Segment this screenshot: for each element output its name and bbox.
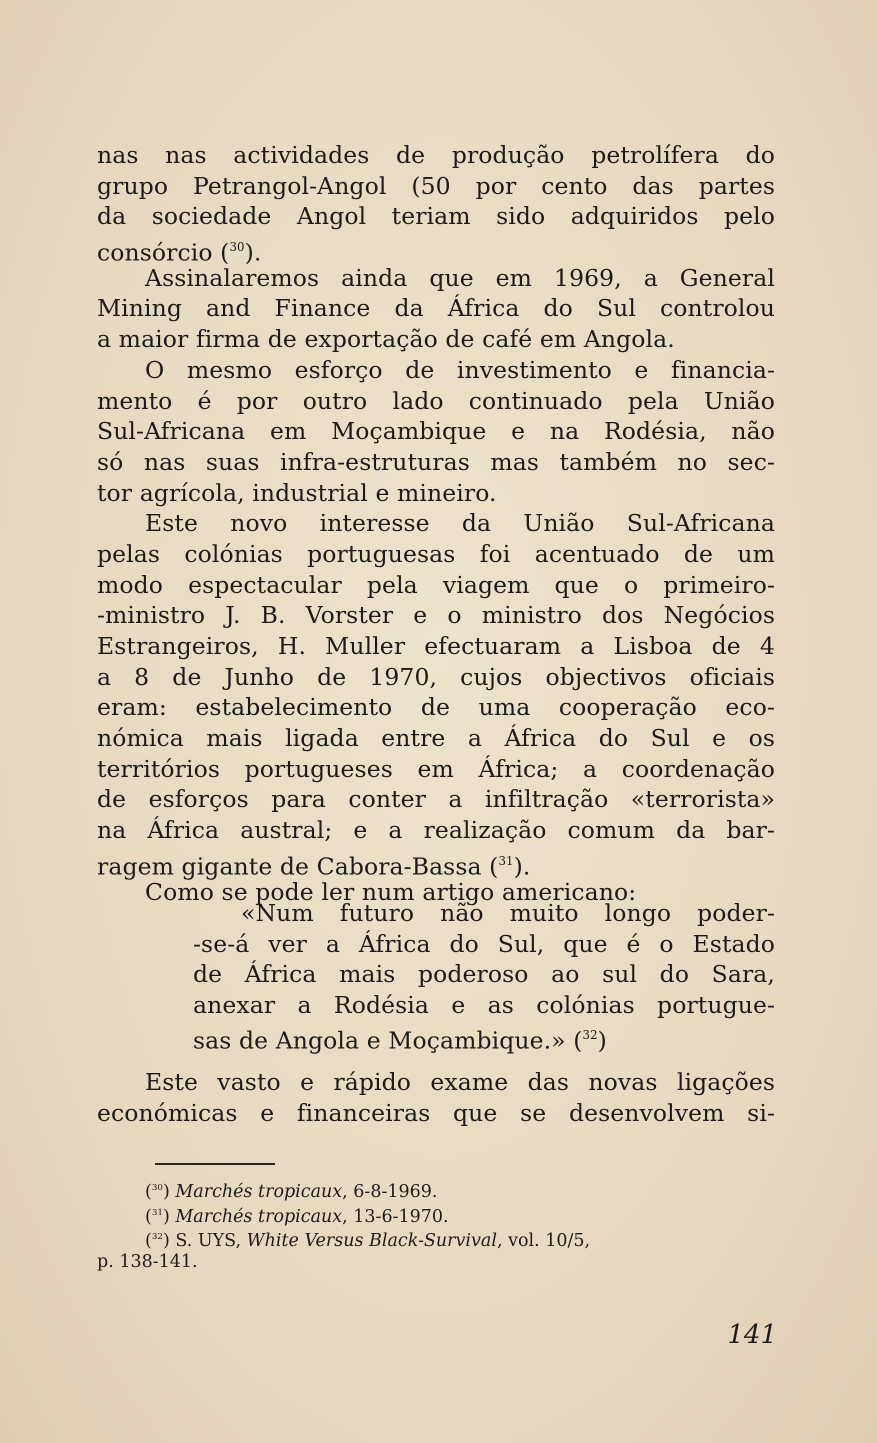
text-line: nómica mais ligada entre a África do Sul e os (97, 724, 775, 753)
footnote: ($^{32}$) S. UYS, White Versus Black-Survival, vol. 10/5, (145, 1231, 591, 1252)
body-text (97, 140, 775, 907)
text-line: modo espectacular pela viagem que o primeiro- (97, 570, 775, 599)
footnote: ($^{31}$) Marchés tropicaux, 13-6-1970. (145, 1206, 449, 1227)
text-line: consórcio ($^{30}$). (97, 238, 262, 267)
text-line: pelas colónias portuguesas foi acentuado de um (97, 539, 775, 568)
text-line: territórios portugueses em África; a coordenação (97, 754, 775, 783)
text-line: O mesmo esforço de investimento e financia- (145, 355, 775, 384)
text-line: tor agrícola, industrial e mineiro. (97, 478, 497, 507)
text-line: grupo Petrangol-Angol (50 por cento das partes (97, 171, 775, 200)
text-line: só nas suas infra-estruturas mas também no sec- (97, 447, 775, 476)
text-line: Estrangeiros, H. Muller efectuaram a Lisboa de 4 (97, 632, 775, 660)
text-line: ragem gigante de Cabora-Bassa ($^{31}$). (97, 852, 531, 881)
footnote-divider (155, 1163, 275, 1165)
text-line: económicas e financeiras que se desenvolvem si- (97, 1098, 775, 1127)
footnotes (97, 1176, 775, 1274)
text-line: Sul-Africana em Moçambique e na Rodésia, não (97, 417, 775, 446)
footnote-ref[interactable]: 30 (229, 240, 245, 255)
body-text-continued (97, 1067, 775, 1128)
quote-line: sas de Angola e Moçambique.» ($^{32}$) (193, 1026, 607, 1055)
page-number: 141 (727, 1320, 777, 1350)
text-line: a maior firma de exportação de café em Angola. (97, 325, 675, 354)
quote-line: -se-á ver a África do Sul, que é o Estado (193, 929, 775, 958)
footnote: ($^{30}$) Marchés tropicaux, 6-8-1969. (145, 1182, 438, 1202)
text-line: -ministro J. B. Vorster e o ministro dos Negócios (97, 601, 775, 630)
text-line: Mining and Finance da África do Sul controlou (97, 294, 775, 323)
text-line: Assinalaremos ainda que em 1969, a General (145, 263, 775, 292)
text-line: Este vasto e rápido exame das novas ligações (145, 1068, 775, 1096)
block-quote (193, 898, 775, 1055)
text-line: Este novo interesse da União Sul-Africana (145, 509, 775, 538)
footnote-ref[interactable]: 32 (582, 1028, 598, 1042)
footnote-ref[interactable]: 31 (498, 853, 514, 868)
text-line: Como se pode ler num artigo americano: (145, 877, 637, 906)
footnote-continuation: p. 138-141. (97, 1251, 198, 1272)
text-line: mento é por outro lado continuado pela União (97, 386, 775, 415)
text-line: eram: estabelecimento de uma cooperação eco- (97, 693, 775, 722)
text-line: da sociedade Angol teriam sido adquiridos pelo (97, 202, 775, 231)
quote-line: «Num futuro não muito longo poder- (241, 899, 775, 927)
text-line: na África austral; e a realização comum da bar- (97, 816, 775, 845)
quote-line: de África mais poderoso ao sul do Sara, (193, 960, 775, 988)
quote-line: anexar a Rodésia e as colónias portugue- (193, 990, 775, 1019)
text-line: nas nas actividades de produção petrolífera do (97, 141, 775, 169)
text-line: a 8 de Junho de 1970, cujos objectivos oficiais (97, 662, 775, 691)
text-line: de esforços para conter a infiltração «terrorista» (97, 785, 775, 814)
